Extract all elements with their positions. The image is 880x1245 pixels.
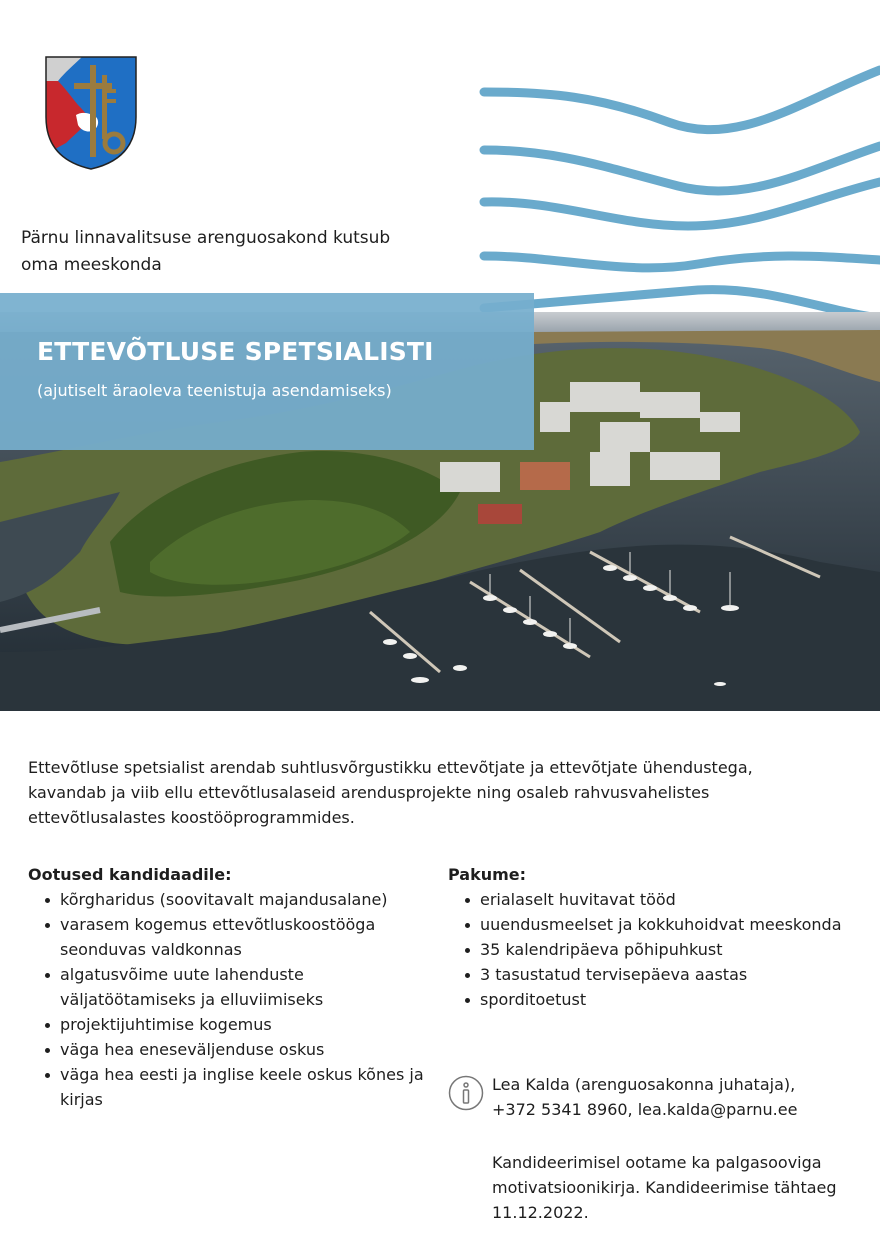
job-description: Ettevõtluse spetsialist arendab suhtlusvõrgustikku ettevõtjate ja ettevõtjate ühendustega, kavandab ja viib ellu ettevõtlusalaseid arendusprojekte ning osaleb rahvusvahelistes ettevõtlusalastes koostööprogrammides. [28,758,753,827]
expectation-item: varasem kogemus ettevõtluskoostööga seonduvas valdkonnas [60,912,428,962]
offer-list [448,887,848,1012]
title-banner [0,293,534,450]
offer-heading: Pakume: [448,865,527,884]
expectations-heading: Ootused kandidaadile: [28,865,232,884]
application-note: Kandideerimisel ootame ka palgasooviga motivatsioonikirja. Kandideerimise tähtaeg 11.12.2022. [492,1153,837,1222]
offer-item: sporditoetust [480,987,848,1012]
expectations-section [28,864,428,1112]
contact-person: Lea Kalda (arenguosakonna juhataja), [492,1075,796,1094]
intro-text [21,225,461,279]
offer-item: uuendusmeelset ja kokkuhoidvat meeskonda [480,912,848,937]
coat-of-arms-icon [44,55,138,171]
offer-item: 3 tasustatud tervisepäeva aastas [480,962,848,987]
job-subtitle: (ajutiselt äraoleva teenistuja asendamiseks) [37,381,392,400]
contact-info [492,1072,852,1122]
expectation-item: väga hea eesti ja inglise keele oskus kõnes ja kirjas [60,1062,428,1112]
expectation-item: kõrgharidus (soovitavalt majandusalane) [60,887,428,912]
expectations-list [28,887,428,1112]
offer-item: erialaselt huvitavat tööd [480,887,848,912]
expectation-item: projektijuhtimise kogemus [60,1012,428,1037]
expectation-item: algatusvõime uute lahenduste väljatöötamiseks ja elluviimiseks [60,962,428,1012]
offer-item: 35 kalendripäeva põhipuhkust [480,937,848,962]
expectation-item: väga hea eneseväljenduse oskus [60,1037,428,1062]
contact-details: +372 5341 8960, lea.kalda@parnu.ee [492,1100,798,1119]
intro-line-1: Pärnu linnavalitsuse arenguosakond kutsub [21,228,391,248]
job-title: ETTEVÕTLUSE SPETSIALISTI [37,337,434,366]
offer-section [448,864,848,1012]
intro-line-2: oma meeskonda [21,255,162,275]
wave-decoration [478,50,880,340]
info-icon [448,1075,484,1111]
